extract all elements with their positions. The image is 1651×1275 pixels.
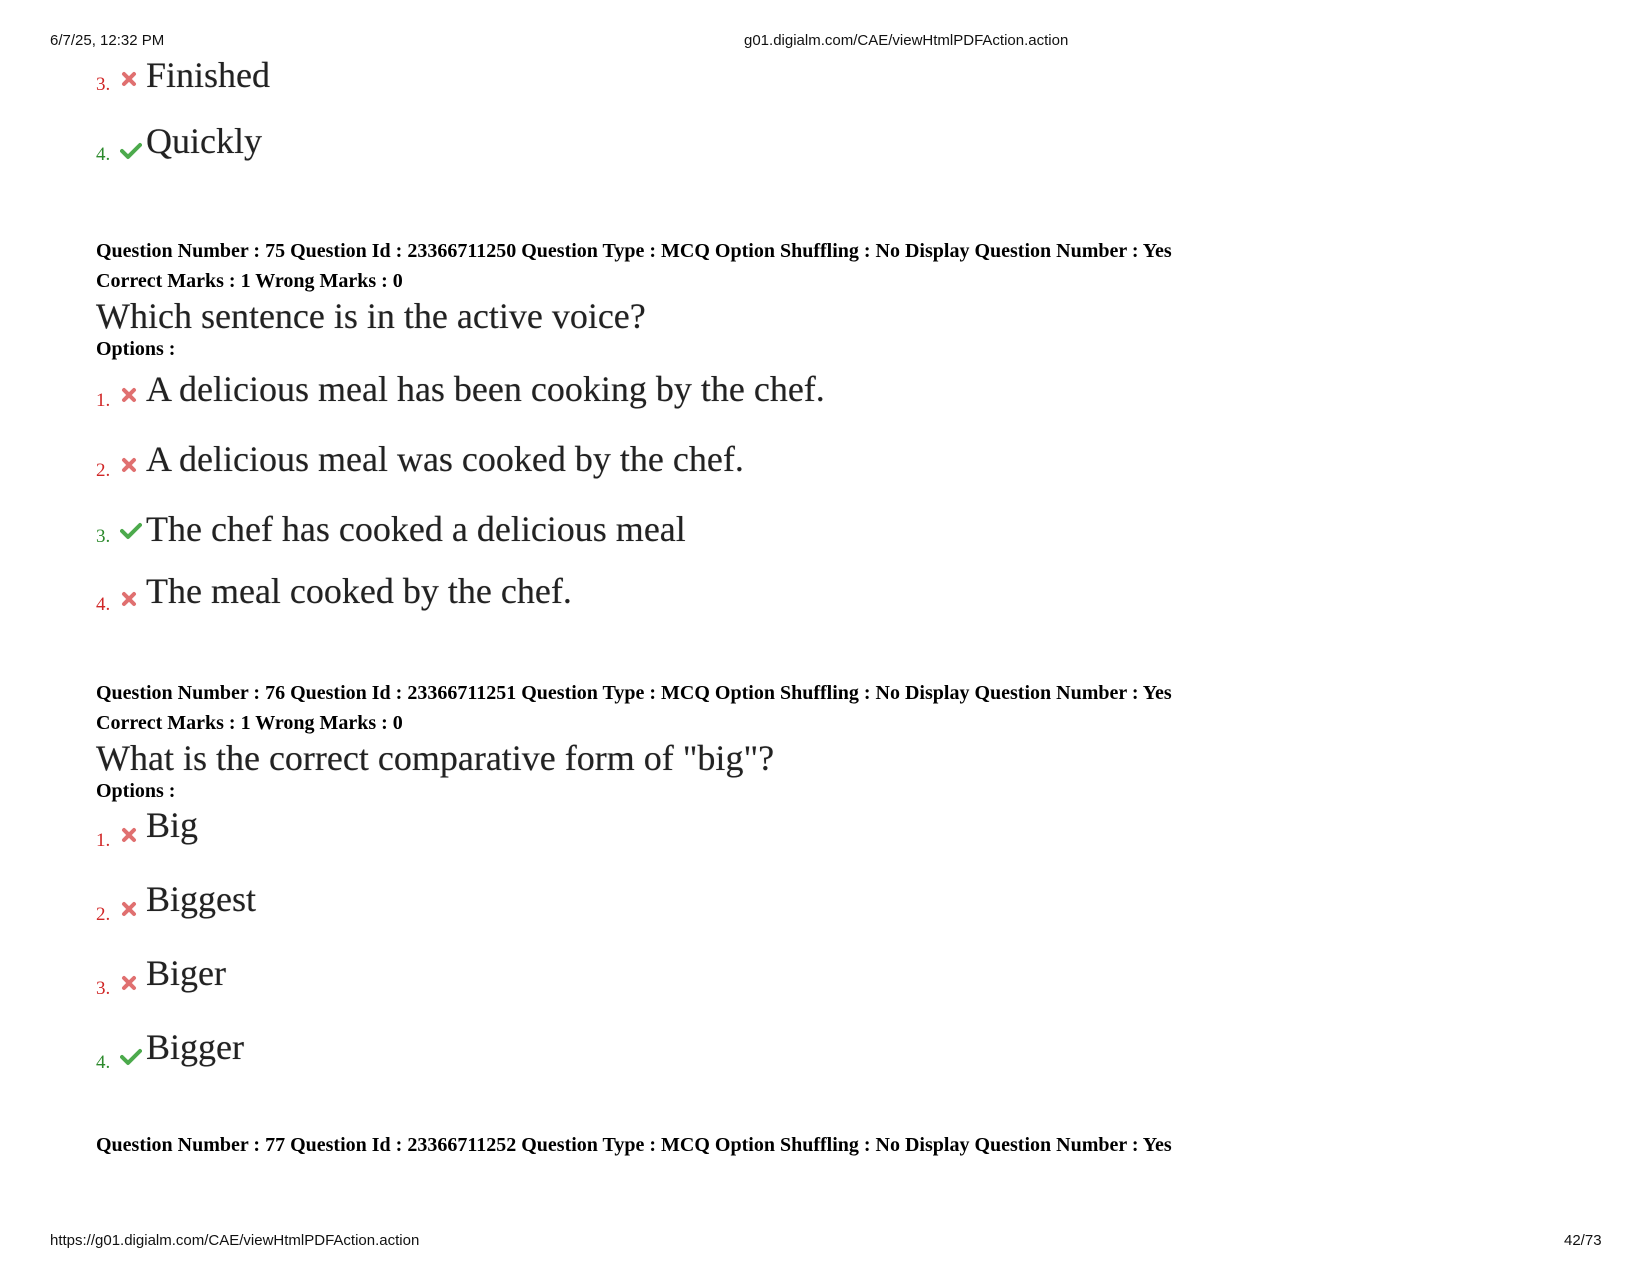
check-icon: [120, 142, 138, 160]
option-number: 1.: [96, 390, 111, 411]
cross-icon: [120, 900, 138, 918]
option-item: [96, 1026, 1576, 1122]
option-number: 4.: [96, 1052, 111, 1073]
option-text: Big: [146, 805, 199, 845]
question-marks: Correct Marks : 1 Wrong Marks : 0: [96, 712, 403, 734]
option-item: [96, 500, 1576, 566]
question-meta: Question Number : 77 Question Id : 23366711252 Question Type : MCQ Option Shuffling : No Display Question Number : Yes: [96, 1134, 1172, 1156]
previous-question-options: [96, 52, 1576, 222]
option-number: 1.: [96, 830, 111, 851]
option-item: [96, 878, 1576, 952]
option-text: A delicious meal was cooked by the chef.: [146, 439, 744, 479]
option-text: The meal cooked by the chef.: [146, 571, 572, 611]
option-text: A delicious meal has been cooking by the chef.: [146, 369, 825, 409]
page-number: 42/73: [1564, 1232, 1602, 1249]
option-number: 3.: [96, 978, 111, 999]
check-icon: [120, 1048, 138, 1066]
document-body: [96, 52, 1576, 1160]
question-block: [96, 678, 1576, 1122]
cross-icon: [120, 590, 138, 608]
option-text: Biger: [146, 953, 226, 993]
option-number: 4.: [96, 594, 111, 615]
option-item: [96, 122, 1576, 222]
question-meta: Question Number : 75 Question Id : 23366711250 Question Type : MCQ Option Shuffling : No Display Question Number : Yes: [96, 240, 1172, 262]
option-text: Biggest: [146, 879, 257, 919]
check-icon: [120, 522, 138, 540]
option-item: [96, 52, 1576, 122]
option-number: 2.: [96, 904, 111, 925]
option-number: 3.: [96, 74, 111, 95]
option-number: 2.: [96, 460, 111, 481]
option-item: [96, 952, 1576, 1026]
option-text: Quickly: [146, 121, 262, 161]
question-marks: Correct Marks : 1 Wrong Marks : 0: [96, 270, 403, 292]
question-block: [96, 236, 1576, 666]
cross-icon: [120, 456, 138, 474]
question-text: What is the correct comparative form of "big"?: [96, 738, 775, 778]
option-item: [96, 362, 1576, 432]
cross-icon: [120, 70, 138, 88]
cross-icon: [120, 826, 138, 844]
option-number: 4.: [96, 144, 111, 165]
options-label: Options :: [96, 338, 176, 360]
print-header-url: g01.digialm.com/CAE/viewHtmlPDFAction.action: [744, 32, 1069, 49]
question-meta: Question Number : 76 Question Id : 23366711251 Question Type : MCQ Option Shuffling : No Display Question Number : Yes: [96, 682, 1172, 704]
print-datetime: 6/7/25, 12:32 PM: [50, 32, 165, 49]
cross-icon: [120, 386, 138, 404]
option-item: [96, 804, 1576, 878]
option-item: [96, 566, 1576, 666]
cross-icon: [120, 974, 138, 992]
option-text: Finished: [146, 55, 271, 95]
option-item: [96, 432, 1576, 500]
question-text: Which sentence is in the active voice?: [96, 296, 646, 336]
options-label: Options :: [96, 780, 176, 802]
print-footer-url: https://g01.digialm.com/CAE/viewHtmlPDFAction.action: [50, 1232, 420, 1249]
option-text: The chef has cooked a delicious meal: [146, 509, 686, 549]
option-number: 3.: [96, 526, 111, 547]
option-text: Bigger: [146, 1027, 244, 1067]
